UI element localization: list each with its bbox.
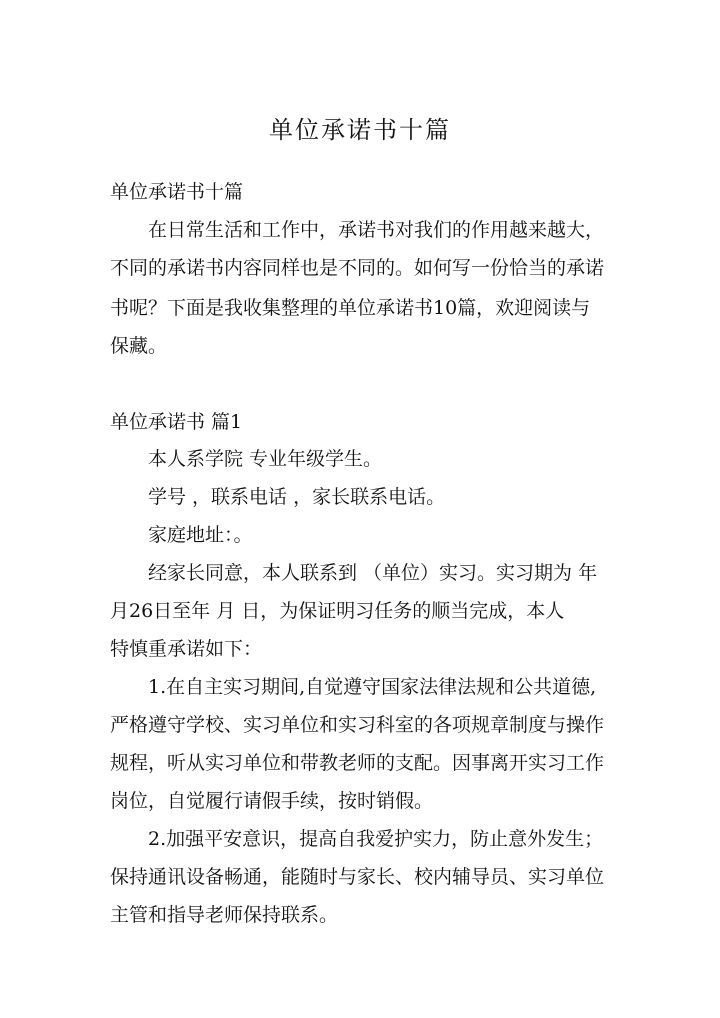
section-line: 本人系学院 专业年级学生。: [148, 448, 383, 470]
document-title: 单位承诺书十篇: [269, 116, 451, 144]
section-line: 1.在自主实习期间,自觉遵守国家法律法规和公共道德,: [148, 676, 597, 698]
section-heading: 单位承诺书 篇1: [110, 411, 243, 433]
section-line: 岗位，自觉履行请假手续，按时销假。: [110, 790, 434, 812]
section-line: 严格遵守学校、实习单位和实习科室的各项规章制度与操作: [110, 714, 605, 736]
intro-line: 在日常生活和工作中，承诺书对我们的作用越来越大，: [148, 219, 605, 241]
intro-line: 不同的承诺书内容同样也是不同的。如何写一份恰当的承诺: [110, 257, 605, 279]
section-line: 规程，听从实习单位和带教老师的支配。因事离开实习工作: [110, 752, 605, 774]
document-subtitle: 单位承诺书十篇: [110, 181, 244, 203]
section-line: 学号 ，联系电话 ，家长联系电话。: [148, 486, 446, 508]
section-line: 家庭地址：。: [148, 524, 253, 546]
section-line: 主管和指导老师保持联系。: [110, 904, 339, 926]
intro-line: 保藏。: [110, 335, 168, 357]
section-line: 2.加强平安意识，提高自我爱护实力，防止意外发生；: [148, 828, 604, 850]
intro-line: 书呢？下面是我收集整理的单位承诺书10篇，欢迎阅读与: [110, 297, 591, 319]
section-line: 保持通讯设备畅通，能随时与家长、校内辅导员、实习单位: [110, 866, 605, 888]
section-line: 特慎重承诺如下：: [110, 638, 263, 660]
section-line: 经家长同意，本人联系到 （单位）实习。实习期为 年: [148, 562, 598, 584]
section-line: 月26日至年 月 日，为保证明习任务的顺当完成，本人: [110, 600, 565, 622]
